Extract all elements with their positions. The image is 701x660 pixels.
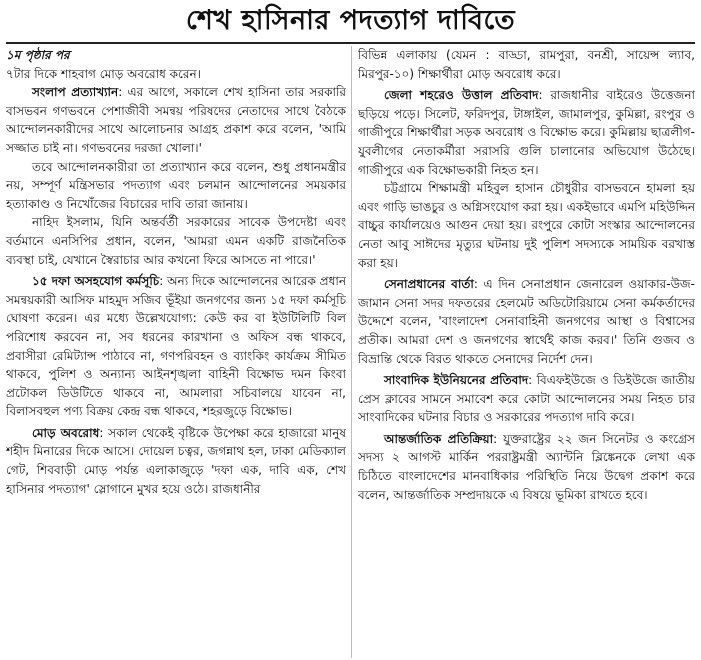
paragraph bbox=[358, 179, 695, 272]
paragraph-15-point-program bbox=[6, 272, 346, 421]
paragraph-text: : রাজধানীর বাইরেও উত্তেজনা ছড়িয়ে পড়ে। সিলেট, ফরিদপুর, টাঙ্গাইল, জামালপুর, কুমিল্লা, রংপুর ও গাজীপুরে শিক্ষার্থীরা সড়ক অবরোধ ও বিক্ষোভ করে। কুমিল্লায় ছাত্রলীগ-যুবলীগের নেতাকর্মীরা সরাসরি গুলি চালানোর অভিযোগ উঠেছে। গাজীপুরে এক বিক্ষোভকারী নিহত হন। bbox=[358, 88, 695, 177]
paragraph-road-blockade bbox=[6, 424, 346, 498]
left-column bbox=[6, 46, 346, 658]
subhead-dialogue-rejection: সংলাপ প্রত্যাখ্যান bbox=[32, 85, 119, 100]
paragraph-text: চট্টগ্রামে শিক্ষামন্ত্রী মহিবুল হাসান চৌধুরীর বাসভবনে হামলা হয় এবং গাড়ি ভাঙচুর ও অগ্নিসংযোগ করা হয়। একইভাবে এমপি মহিউদ্দিন বাচ্চুর কার্যালয়েও আগুন দেয়া হয়। রংপুরে কোটা সংস্কার আন্দোলনের নেতা আবু সাঈদের মৃত্যুর ঘটনায় দুই পুলিশ সদস্যকে সাময়িক বরখাস্ত করা হয়। bbox=[358, 181, 695, 270]
subhead-district-protest: জেলা শহরেও উত্তাল প্রতিবাদ bbox=[384, 88, 539, 103]
paragraph-army-chief-message bbox=[358, 275, 695, 368]
paragraph-text: : এর আগে, সকালে শেখ হাসিনা তার সরকারি বাসভবন গণভবনে পেশাজীবী সমন্বয় পরিষদের নেতাদের সাথে বৈঠকে আন্দোলনকারীদের সাথে আলোচনার আগ্রহ প্রকাশ করে বলেন, 'আমি সজ্জাত চাই না। গণভবনের দরজা খোলা।' bbox=[6, 85, 346, 155]
right-column bbox=[358, 46, 695, 658]
paragraph-text: : সকাল থেকেই বৃষ্টিকে উপেক্ষা করে হাজারো মানুষ শহীদ মিনারের দিকে আসে। দোয়েল চত্বর, জগন্নাথ হল, ঢাকা মেডিক্যাল গেট, শিববাড়ী মোড় পর্যন্ত এলাকাজুড়ে 'দফা এক, দাবি এক, শেখ হাসিনার পদত্যাগ' স্লোগানে মুখর হয়ে ওঠে। রাজধানীর bbox=[6, 425, 346, 496]
paragraph-text: তবে আন্দোলনকারীরা তা প্রত্যাখ্যান করে বলেন, শুধু প্রধানমন্ত্রীর নয়, সম্পূর্ণ মন্ত্রিসভার পদত্যাগ এবং চলমান আন্দোলনের সময়কার হত্যাকাণ্ড ও নিখোঁজের বিচারের দাবি তারা জানায়। bbox=[6, 159, 346, 211]
paragraph bbox=[358, 46, 695, 83]
subhead-journalist-union: সাংবাদিক ইউনিয়নের প্রতিবাদ bbox=[384, 373, 529, 388]
paragraph-international-reaction bbox=[358, 430, 695, 504]
headline-rule bbox=[6, 42, 695, 44]
subhead-15-point-program: ১৫ দফা অসহযোগ কর্মসূচি bbox=[32, 274, 160, 289]
paragraph-district-protest bbox=[358, 86, 695, 179]
paragraph bbox=[6, 213, 346, 269]
paragraph-text: বিভিন্ন এলাকায় (যেমন : বাড্ডা, রামপুরা, বনশ্রী, সায়েন্স ল্যাব, মিরপুর-১০) শিক্ষার্থীরা মোড় অবরোধ করে। bbox=[358, 48, 695, 81]
paragraph-dialogue-rejection bbox=[6, 83, 346, 157]
paragraph-journalist-union bbox=[358, 371, 695, 427]
paragraph-text: : এ দিন সেনাপ্রধান জেনারেল ওয়াকার-উজ-জামান সেনা সদর দফতরের হেলমেট অডিটোরিয়ামে সেনা কর্মকর্তাদের উদ্দেশে বলেন, 'বাংলাদেশ সেনাবাহিনী জনগণের আস্থা ও বিশ্বাসের প্রতীক। আমরা দেশ ও জনগণের স্বার্থেই কাজ করব।' তিনি গুজব ও বিভ্রান্তি থেকে বিরত থাকতে সেনাদের নির্দেশ দেন। bbox=[358, 277, 695, 366]
subhead-army-chief-message: সেনাপ্রধানের বার্তা bbox=[384, 277, 474, 292]
paragraph bbox=[6, 65, 346, 84]
paragraph-text: নাহিদ ইসলাম, যিনি অন্তর্বর্তী সরকারের সাবেক উপদেষ্টা এবং বর্তমানে এনসিপির প্রধান, বলেন, 'আমরা এমন একটি রাজনৈতিক ব্যবস্থা চাই, যেখানে স্বৈরাচার আর কখনো ফিরে আসতে না পারে।' bbox=[6, 215, 346, 267]
continued-from-label: ১ম পৃষ্ঠার পর bbox=[6, 48, 70, 62]
paragraph-text: : যুক্তরাষ্ট্রের ২২ জন সিনেটর ও কংগ্রেস সদস্য ২ আগস্ট মার্কিন পররাষ্ট্রমন্ত্রী অ্যান্টনি ব্লিঙ্কেনকে লেখা এক চিঠিতে বাংলাদেশের মানবাধিকার পরিস্থিতি নিয়ে উদ্বেগ প্রকাশ করে বলেন, আন্তর্জাতিক সম্প্রদায়কে এ বিষয়ে ভূমিকা রাখতে হবে। bbox=[358, 431, 695, 502]
paragraph-text: : বিএফইউজে ও ডিইউজে জাতীয় প্রেস ক্লাবের সামনে সমাবেশ করে কোটা আন্দোলনের সময় নিহত চার সাংবাদিকের ঘটনার বিচার ও সরকারের পদত্যাগ দাবি করে। bbox=[358, 373, 695, 425]
subhead-road-blockade: মোড় অবরোধ bbox=[32, 425, 100, 440]
headline: শেখ হাসিনার পদত্যাগ দাবিতে bbox=[185, 5, 516, 36]
column-divider bbox=[351, 46, 352, 658]
paragraph bbox=[6, 158, 346, 214]
paragraph-text: : অন্য দিকে আন্দোলনের আরেক প্রধান সমন্বয়কারী আসিফ মাহমুদ সজিব ভূঁইয়া জনগণের জন্য ১৫ দফা কর্মসূচি ঘোষণা করেন। এর মধ্যে উল্লেখযোগ্য: কেউ কর বা ইউটিলিটি বিল পরিশোধ করবেন না, সব ধরনের কারখানা ও অফিস বন্ধ থাকবে, প্রবাসীরা রেমিট্যান্স পাঠাবে না, গণপরিবহন ও ব্যাংকিং কার্যক্রম সীমিত থাকবে, পুলিশ ও অন্যান্য আইনশৃঙ্খলা বাহিনী বিক্ষোভ দমন কিংবা প্রটোকল ডিউটিতে থাকবে না, আমলারা সচিবালয়ে যাবেন না, বিলাসবহুল পণ্য বিক্রয় কেন্দ্র বন্ধ থাকবে, শহরজুড়ে বিক্ষোভ। bbox=[6, 274, 346, 419]
subhead-international-reaction: আন্তর্জাতিক প্রতিক্রিয়া bbox=[384, 431, 494, 446]
paragraph-text: ৭টার দিকে শাহবাগ মোড় অবরোধ করেন। bbox=[6, 66, 201, 81]
